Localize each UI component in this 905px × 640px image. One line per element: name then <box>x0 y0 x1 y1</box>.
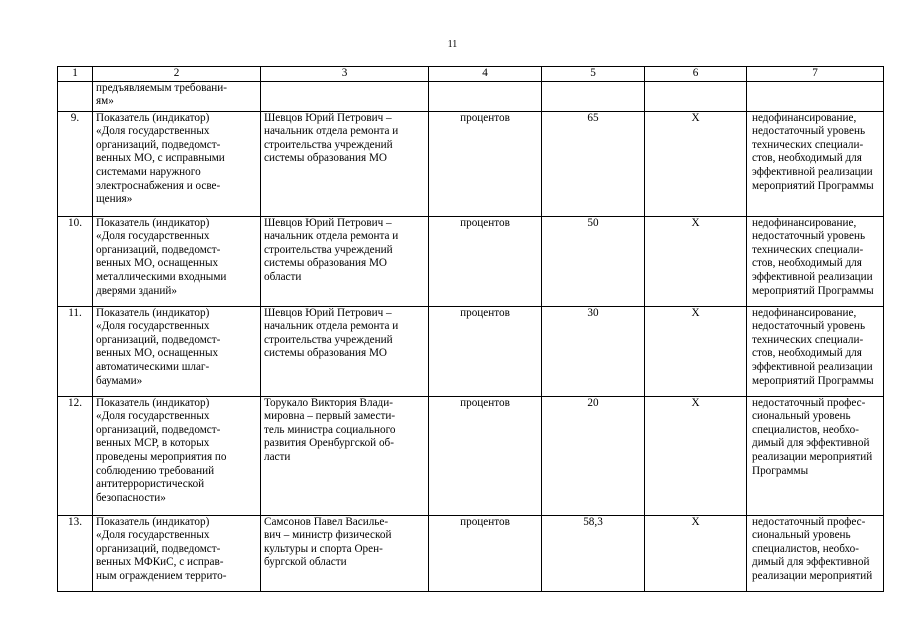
value-cell: 30 <box>542 306 645 396</box>
value-cell <box>542 81 645 111</box>
unit-cell <box>429 81 542 111</box>
indicator-cell: Показатель (индикатор) «Доля государственных организаций, подведомст- венных МО, оснащенных металлическими входными дверями зданий» <box>93 216 261 306</box>
value-cell: 50 <box>542 216 645 306</box>
row-number <box>58 81 93 111</box>
column-number: 7 <box>747 67 884 82</box>
responsible-cell: Шевцов Юрий Петрович – начальник отдела ремонта и строительства учреждений системы образования МО области <box>261 216 429 306</box>
row-number: 11. <box>58 306 93 396</box>
value-cell: 20 <box>542 396 645 515</box>
row-number: 10. <box>58 216 93 306</box>
risks-cell: недофинансирование, недостаточный уровень технических специали- стов, необходимый для эффективной реализации мероприятий Программы <box>747 306 884 396</box>
mark-cell: Х <box>645 515 747 591</box>
responsible-cell: Шевцов Юрий Петрович – начальник отдела ремонта и строительства учреждений системы образования МО <box>261 306 429 396</box>
row-number: 13. <box>58 515 93 591</box>
unit-cell: процентов <box>429 396 542 515</box>
indicator-cell: Показатель (индикатор) «Доля государственных организаций, подведомст- венных МО, оснащенных автоматическими шлаг- баумами» <box>93 306 261 396</box>
indicator-cell: Показатель (индикатор) «Доля государственных организаций, подведомст- венных МФКиС, с исправ- ным ограждением террито- <box>93 515 261 591</box>
row-number: 12. <box>58 396 93 515</box>
risks-cell: недофинансирование, недостаточный уровень технических специали- стов, необходимый для эффективной реализации мероприятий Программы <box>747 111 884 216</box>
column-number-row <box>58 67 884 82</box>
responsible-cell: Шевцов Юрий Петрович – начальник отдела ремонта и строительства учреждений системы образования МО <box>261 111 429 216</box>
indicator-cell: Показатель (индикатор) «Доля государственных организаций, подведомст- венных МСР, в которых проведены мероприятия по соблюдению требований антитеррористической безопасности» <box>93 396 261 515</box>
column-number: 3 <box>261 67 429 82</box>
table-row <box>58 396 884 515</box>
responsible-cell: Торукало Виктория Влади- мировна – первый замести- тель министра социального развития Оренбургской об- ласти <box>261 396 429 515</box>
risks-cell: недостаточный профес- сиональный уровень специалистов, необхо- димый для эффективной реализации мероприятий <box>747 515 884 591</box>
unit-cell: процентов <box>429 515 542 591</box>
mark-cell: Х <box>645 216 747 306</box>
unit-cell: процентов <box>429 111 542 216</box>
page-number: 11 <box>447 39 458 50</box>
column-number: 2 <box>93 67 261 82</box>
column-number: 6 <box>645 67 747 82</box>
mark-cell: Х <box>645 111 747 216</box>
mark-cell: Х <box>645 306 747 396</box>
mark-cell <box>645 81 747 111</box>
risks-cell: недостаточный профес- сиональный уровень специалистов, необхо- димый для эффективной реализации мероприятий Программы <box>747 396 884 515</box>
table-row <box>58 111 884 216</box>
column-number: 5 <box>542 67 645 82</box>
table-row <box>58 515 884 591</box>
value-cell: 65 <box>542 111 645 216</box>
table-row <box>58 216 884 306</box>
value-cell: 58,3 <box>542 515 645 591</box>
column-number: 4 <box>429 67 542 82</box>
column-number: 1 <box>58 67 93 82</box>
indicator-cell: предъявляемым требовани- ям» <box>93 81 261 111</box>
responsible-cell: Самсонов Павел Васильe- вич – министр физической культуры и спорта Орен- бургской области <box>261 515 429 591</box>
mark-cell: Х <box>645 396 747 515</box>
table-row <box>58 81 884 111</box>
indicators-table <box>57 66 884 592</box>
unit-cell: процентов <box>429 216 542 306</box>
risks-cell: недофинансирование, недостаточный уровень технических специали- стов, необходимый для эффективной реализации мероприятий Программы <box>747 216 884 306</box>
row-number: 9. <box>58 111 93 216</box>
risks-cell <box>747 81 884 111</box>
table-row <box>58 306 884 396</box>
unit-cell: процентов <box>429 306 542 396</box>
indicator-cell: Показатель (индикатор) «Доля государственных организаций, подведомст- венных МО, с исправными системами наружного электроснабжения и осве- щения» <box>93 111 261 216</box>
responsible-cell <box>261 81 429 111</box>
